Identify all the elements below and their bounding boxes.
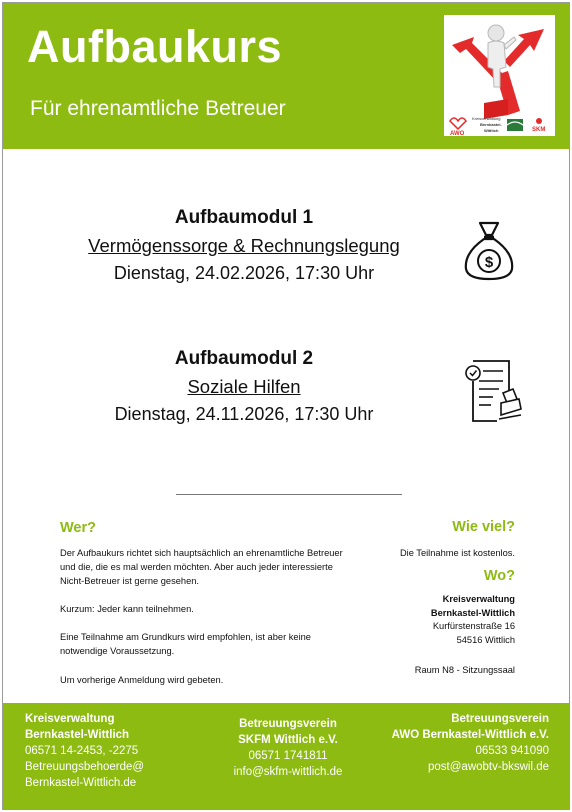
document-stamp-icon — [461, 359, 523, 423]
module-1-topic: Vermögenssorge & Rechnungslegung — [88, 235, 400, 256]
module-2-title: Aufbaumodul 2 — [174, 348, 314, 369]
wo-line-3: Kurfürstenstraße 16 — [432, 621, 515, 631]
footer-skfm-email[interactable]: info@skfm-wittlich.de — [233, 766, 343, 778]
footer-awo-line-1: Betreuungsverein — [451, 713, 549, 725]
logo-graphic — [444, 15, 555, 136]
footer-contact-awo — [392, 711, 549, 775]
wer-paragraph-3: Eine Teilnahme am Grundkurs wird empfohlen, ist aber keine notwendige Voraussetzung. — [60, 632, 311, 656]
footer-contact-kv — [25, 711, 144, 791]
wer-paragraph-2: Kurzum: Jeder kann teilnehmen. — [60, 604, 194, 614]
logo-awo-text: AWO — [450, 131, 465, 136]
wo-heading: Wo? — [483, 568, 515, 584]
page-subtitle: Für ehrenamtliche Betreuer — [30, 97, 286, 120]
wer-paragraph-1: Der Aufbaukurs richtet sich hauptsächlich an ehrenamtliche Betreuer und die, die es mal werden möchten. Aber auch jeder interessierte Nicht-Betreuer ist gerne gesehen. — [60, 548, 343, 586]
footer-awo-line-2: AWO Bernkastel-Wittlich e.V. — [391, 729, 549, 741]
logo-kv-text: Kreisverwaltung — [472, 116, 501, 121]
wo-room: Raum N8 - Sitzungssaal — [414, 665, 515, 675]
footer-kv-line-1: Kreisverwaltung — [25, 713, 115, 725]
module-1-title: Aufbaumodul 1 — [174, 207, 314, 228]
flyer-page — [2, 2, 570, 810]
wer-paragraph-4: Um vorherige Anmeldung wird gebeten. — [60, 675, 224, 685]
footer-kv-phone: 06571 14-2453, -2275 — [25, 745, 139, 757]
wo-line-2: Bernkastel-Wittlich — [430, 607, 515, 618]
section-divider — [176, 494, 402, 495]
wieviel-heading: Wie viel? — [452, 519, 515, 535]
footer-awo-phone: 06533 941090 — [475, 745, 549, 757]
module-2-date: Dienstag, 24.11.2026, 17:30 Uhr — [114, 404, 374, 424]
footer-contact-skfm — [208, 716, 368, 780]
money-bag-icon — [460, 219, 518, 281]
footer-awo-email[interactable]: post@awobtv-bkswil.de — [428, 761, 549, 773]
module-1 — [43, 207, 445, 284]
svg-text:Bernkastel-: Bernkastel- — [480, 122, 502, 127]
wo-address — [431, 593, 515, 647]
wieviel-text: Die Teilnahme ist kostenlos. — [399, 548, 515, 558]
header-banner — [3, 3, 569, 149]
wo-line-1: Kreisverwaltung — [442, 594, 515, 604]
logo-image — [444, 15, 555, 136]
page-title: Aufbaukurs — [27, 21, 283, 72]
module-2 — [43, 348, 445, 425]
logo-skm-text: SKM — [532, 127, 546, 133]
wo-line-4: 54516 Wittlich — [456, 634, 515, 645]
footer-banner — [3, 703, 569, 809]
footer-kv-email-2[interactable]: Bernkastel-Wittlich.de — [25, 777, 137, 789]
module-1-date: Dienstag, 24.02.2026, 17:30 Uhr — [113, 263, 375, 283]
footer-skfm-line-1: Betreuungsverein — [239, 718, 337, 730]
footer-skfm-line-2: SKFM Wittlich e.V. — [238, 734, 338, 746]
footer-kv-line-2: Bernkastel-Wittlich — [25, 729, 130, 741]
svg-text:Wittlich: Wittlich — [484, 128, 499, 133]
footer-kv-email-1[interactable]: Betreuungsbehoerde@ — [25, 761, 145, 773]
module-2-topic: Soziale Hilfen — [187, 376, 301, 397]
footer-skfm-phone: 06571 1741811 — [248, 750, 328, 762]
svg-text:$: $ — [484, 254, 494, 271]
wer-heading: Wer? — [60, 520, 96, 536]
